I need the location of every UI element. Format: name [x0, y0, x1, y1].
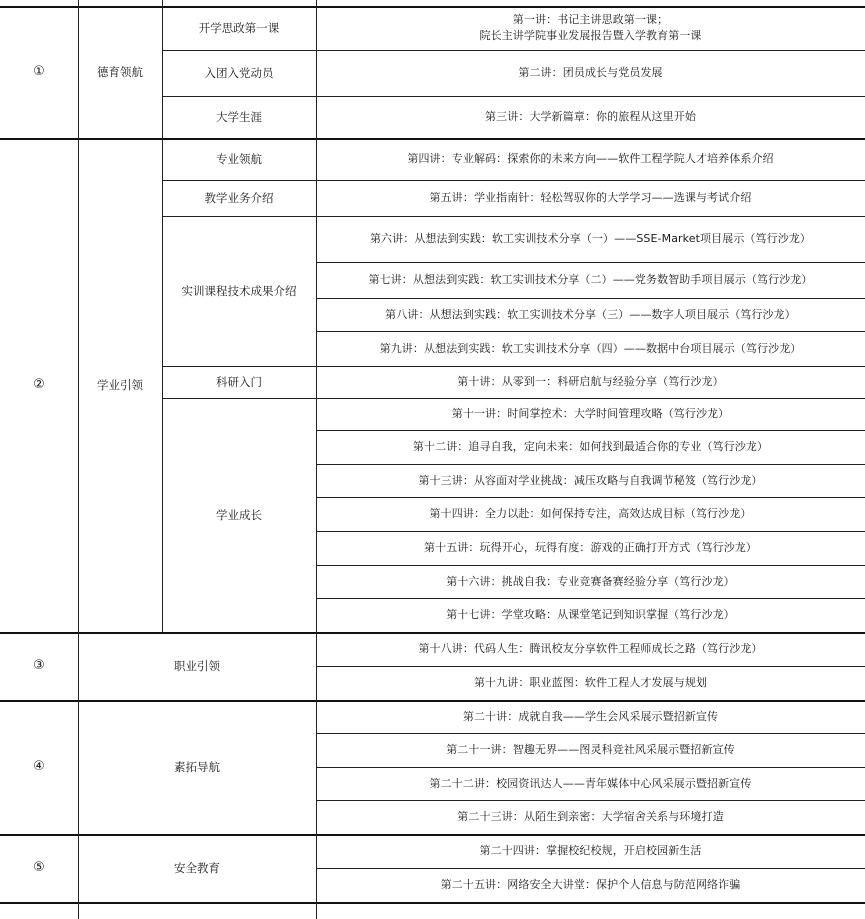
row-divider	[316, 767, 865, 768]
lecture-cell	[316, 497, 865, 531]
lecture-cell-text: 第二十讲：成就自我——学生会风采展示暨招新宣传	[462, 709, 719, 723]
row-divider	[316, 262, 865, 263]
lecture-cell	[316, 6, 865, 50]
lecture-cell-text: 第十七讲：学堂攻略：从课堂笔记到知识掌握（笃行沙龙）	[446, 608, 735, 621]
lecture-cell-text: 第二十一讲：智趣无界——图灵科竞社风采展示暨招新宣传	[446, 743, 735, 756]
lecture-cell	[316, 50, 865, 96]
section-number-text: ②	[33, 377, 45, 392]
lecture-cell-text: 第十二讲：追寻自我，定向未来：如何找到最适合你的专业（笃行沙龙）	[412, 440, 769, 453]
lecture-cell	[316, 598, 865, 632]
lecture-cell	[316, 464, 865, 497]
section-category-text: 学业引领	[97, 378, 143, 392]
row-divider	[316, 497, 865, 498]
lecture-cell-text: 第二十三讲：从陌生到亲密：大学宿舍关系与环境打造	[457, 810, 724, 823]
row-divider	[316, 331, 865, 332]
section-number	[0, 6, 78, 138]
row-divider	[316, 464, 865, 465]
section-category	[78, 834, 316, 902]
lecture-cell-text: 第二十二讲：校园资讯达人——青年媒体中心风采展示暨招新宣传	[429, 776, 752, 790]
lecture-cell-text: 第二十四讲：掌握校纪校规，开启校园新生活	[479, 844, 702, 857]
row-divider	[162, 216, 316, 217]
section-category	[78, 700, 316, 834]
row-divider	[316, 733, 865, 734]
lecture-cell-text: 第十九讲：职业蓝图：软件工程人才发展与规划	[473, 676, 708, 689]
subcategory-name-text: 学业成长	[216, 508, 262, 522]
lecture-cell	[316, 262, 865, 298]
row-divider	[0, 138, 865, 140]
row-divider	[0, 632, 865, 634]
row-divider	[316, 531, 865, 532]
lecture-cell-text: 第十六讲：挑战自我：专业竞赛备赛经验分享（笃行沙龙）	[446, 574, 735, 588]
lecture-cell	[316, 216, 865, 262]
column-divider	[78, 834, 79, 902]
row-divider	[162, 180, 316, 181]
subcategory-name-text: 大学生涯	[216, 110, 262, 124]
section-category-text: 素拓导航	[174, 760, 220, 774]
lecture-cell-text: 第四讲：专业解码：探索你的未来方向——软件工程学院人才培养体系介绍	[407, 152, 774, 165]
subcategory-name	[162, 50, 316, 96]
lecture-cell	[316, 96, 865, 138]
row-divider	[162, 398, 316, 399]
section-category-text: 德育领航	[97, 65, 143, 79]
section-number-text: ⑤	[33, 860, 45, 875]
subcategory-name	[162, 138, 316, 180]
column-divider	[316, 0, 317, 6]
lecture-cell	[316, 331, 865, 366]
section-category-text: 职业引领	[174, 659, 220, 673]
lecture-cell-text: 第十一讲：时间掌控术：大学时间管理攻略（笃行沙龙）	[451, 407, 730, 420]
column-divider	[316, 834, 317, 902]
lecture-cell-text: 第三讲：大学新篇章：你的旅程从这里开始	[485, 110, 696, 123]
subcategory-name-text: 入团入党动员	[204, 66, 274, 80]
lecture-cell-text: 第十讲：从零到一：科研启航与经验分享（笃行沙龙）	[457, 375, 724, 388]
lecture-cell-text: 第六讲：从想法到实践：软工实训技术分享（一）——SSE-Market项目展示（笃行沙龙）	[369, 232, 812, 245]
subcategory-name-text: 专业领航	[216, 152, 262, 166]
row-divider	[316, 430, 865, 431]
lecture-cell	[316, 180, 865, 216]
section-number	[0, 632, 78, 700]
column-divider	[78, 138, 79, 632]
row-divider	[0, 6, 865, 8]
row-divider	[316, 565, 865, 566]
section-number-text: ③	[33, 658, 45, 673]
section-number	[0, 138, 78, 632]
row-divider	[316, 216, 865, 217]
row-divider	[316, 598, 865, 599]
lecture-cell	[316, 666, 865, 700]
section-number	[0, 834, 78, 902]
lecture-cell	[316, 565, 865, 598]
lecture-cell-text: 第七讲：从想法到实践：软工实训技术分享（二）——党务数智助手项目展示（笃行沙龙）	[368, 273, 813, 286]
row-divider	[316, 366, 865, 367]
column-divider	[316, 6, 317, 138]
lecture-cell-text: 第二十五讲：网络安全大讲堂：保护个人信息与防范网络诈骗	[440, 878, 741, 891]
lecture-cell	[316, 800, 865, 834]
section-number-text: ①	[33, 64, 45, 79]
column-divider	[316, 700, 317, 834]
row-divider	[316, 180, 865, 181]
lecture-cell-text: 第十五讲：玩得开心，玩得有度：游戏的正确打开方式（笃行沙龙）	[424, 541, 757, 554]
column-divider	[78, 632, 79, 700]
row-divider	[162, 50, 316, 51]
subcategory-name-text: 科研入门	[216, 375, 262, 389]
section-category	[78, 632, 316, 700]
column-divider	[78, 902, 79, 919]
lecture-cell	[316, 298, 865, 331]
row-divider	[0, 902, 865, 904]
subcategory-name-text: 开学思政第一课	[198, 21, 280, 35]
lecture-cell-text: 第十四讲：全力以赴：如何保持专注，高效达成目标（笃行沙龙）	[429, 507, 752, 520]
row-divider	[0, 700, 865, 702]
lecture-cell-text: 第九讲：从想法到实践：软工实训技术分享（四）——数据中台项目展示（笃行沙龙）	[379, 341, 802, 355]
lecture-cell	[316, 700, 865, 733]
section-number	[0, 700, 78, 834]
lecture-cell-text: 第十三讲：从容面对学业挑战：减压攻略与自我调节秘笈（笃行沙龙）	[418, 473, 763, 487]
column-divider	[78, 0, 79, 6]
subcategory-name	[162, 398, 316, 632]
section-category	[78, 138, 162, 632]
row-divider	[162, 96, 316, 97]
row-divider	[316, 800, 865, 801]
row-divider	[316, 96, 865, 97]
column-divider	[162, 6, 163, 138]
subcategory-name	[162, 96, 316, 138]
lecture-cell	[316, 366, 865, 398]
row-divider	[162, 366, 316, 367]
section-category	[78, 6, 162, 138]
lecture-cell-text: 第二讲：团员成长与党员发展	[518, 66, 663, 79]
lecture-cell	[316, 398, 865, 430]
section-number-text: ④	[33, 759, 45, 774]
column-divider	[316, 632, 317, 700]
lecture-cell-text: 第五讲：学业指南针：轻松驾驭你的大学学习——选课与考试介绍	[429, 191, 752, 204]
row-divider	[316, 298, 865, 299]
lecture-cell	[316, 430, 865, 464]
lecture-cell	[316, 138, 865, 180]
row-divider	[316, 666, 865, 667]
section-category-text: 安全教育	[174, 861, 220, 875]
subcategory-name	[162, 366, 316, 398]
row-divider	[316, 398, 865, 399]
lecture-cell	[316, 531, 865, 565]
column-divider	[162, 138, 163, 632]
column-divider	[78, 700, 79, 834]
row-divider	[316, 868, 865, 869]
lecture-cell-text: 第十八讲：代码人生：腾讯校友分享软件工程师成长之路（笃行沙龙）	[418, 642, 763, 655]
lecture-cell	[316, 767, 865, 800]
row-divider	[0, 834, 865, 836]
column-divider	[316, 902, 317, 919]
lecture-cell	[316, 834, 865, 868]
lecture-cell	[316, 868, 865, 902]
column-divider	[78, 6, 79, 138]
subcategory-name	[162, 216, 316, 366]
column-divider	[316, 138, 317, 632]
subcategory-name-text: 教学业务介绍	[204, 191, 274, 205]
lecture-cell	[316, 733, 865, 767]
row-divider	[316, 50, 865, 51]
subcategory-name	[162, 180, 316, 216]
column-divider	[162, 0, 163, 6]
subcategory-name	[162, 6, 316, 50]
subcategory-name-text: 实训课程技术成果介绍	[181, 284, 297, 298]
lecture-cell-text: 第八讲：从想法到实践：软工实训技术分享（三）——数字人项目展示（笃行沙龙）	[385, 307, 796, 321]
lecture-cell	[316, 632, 865, 666]
lecture-cell-text: 第一讲：书记主讲思政第一课； 院长主讲学院事业发展报告暨入学教育第一课	[479, 13, 702, 42]
